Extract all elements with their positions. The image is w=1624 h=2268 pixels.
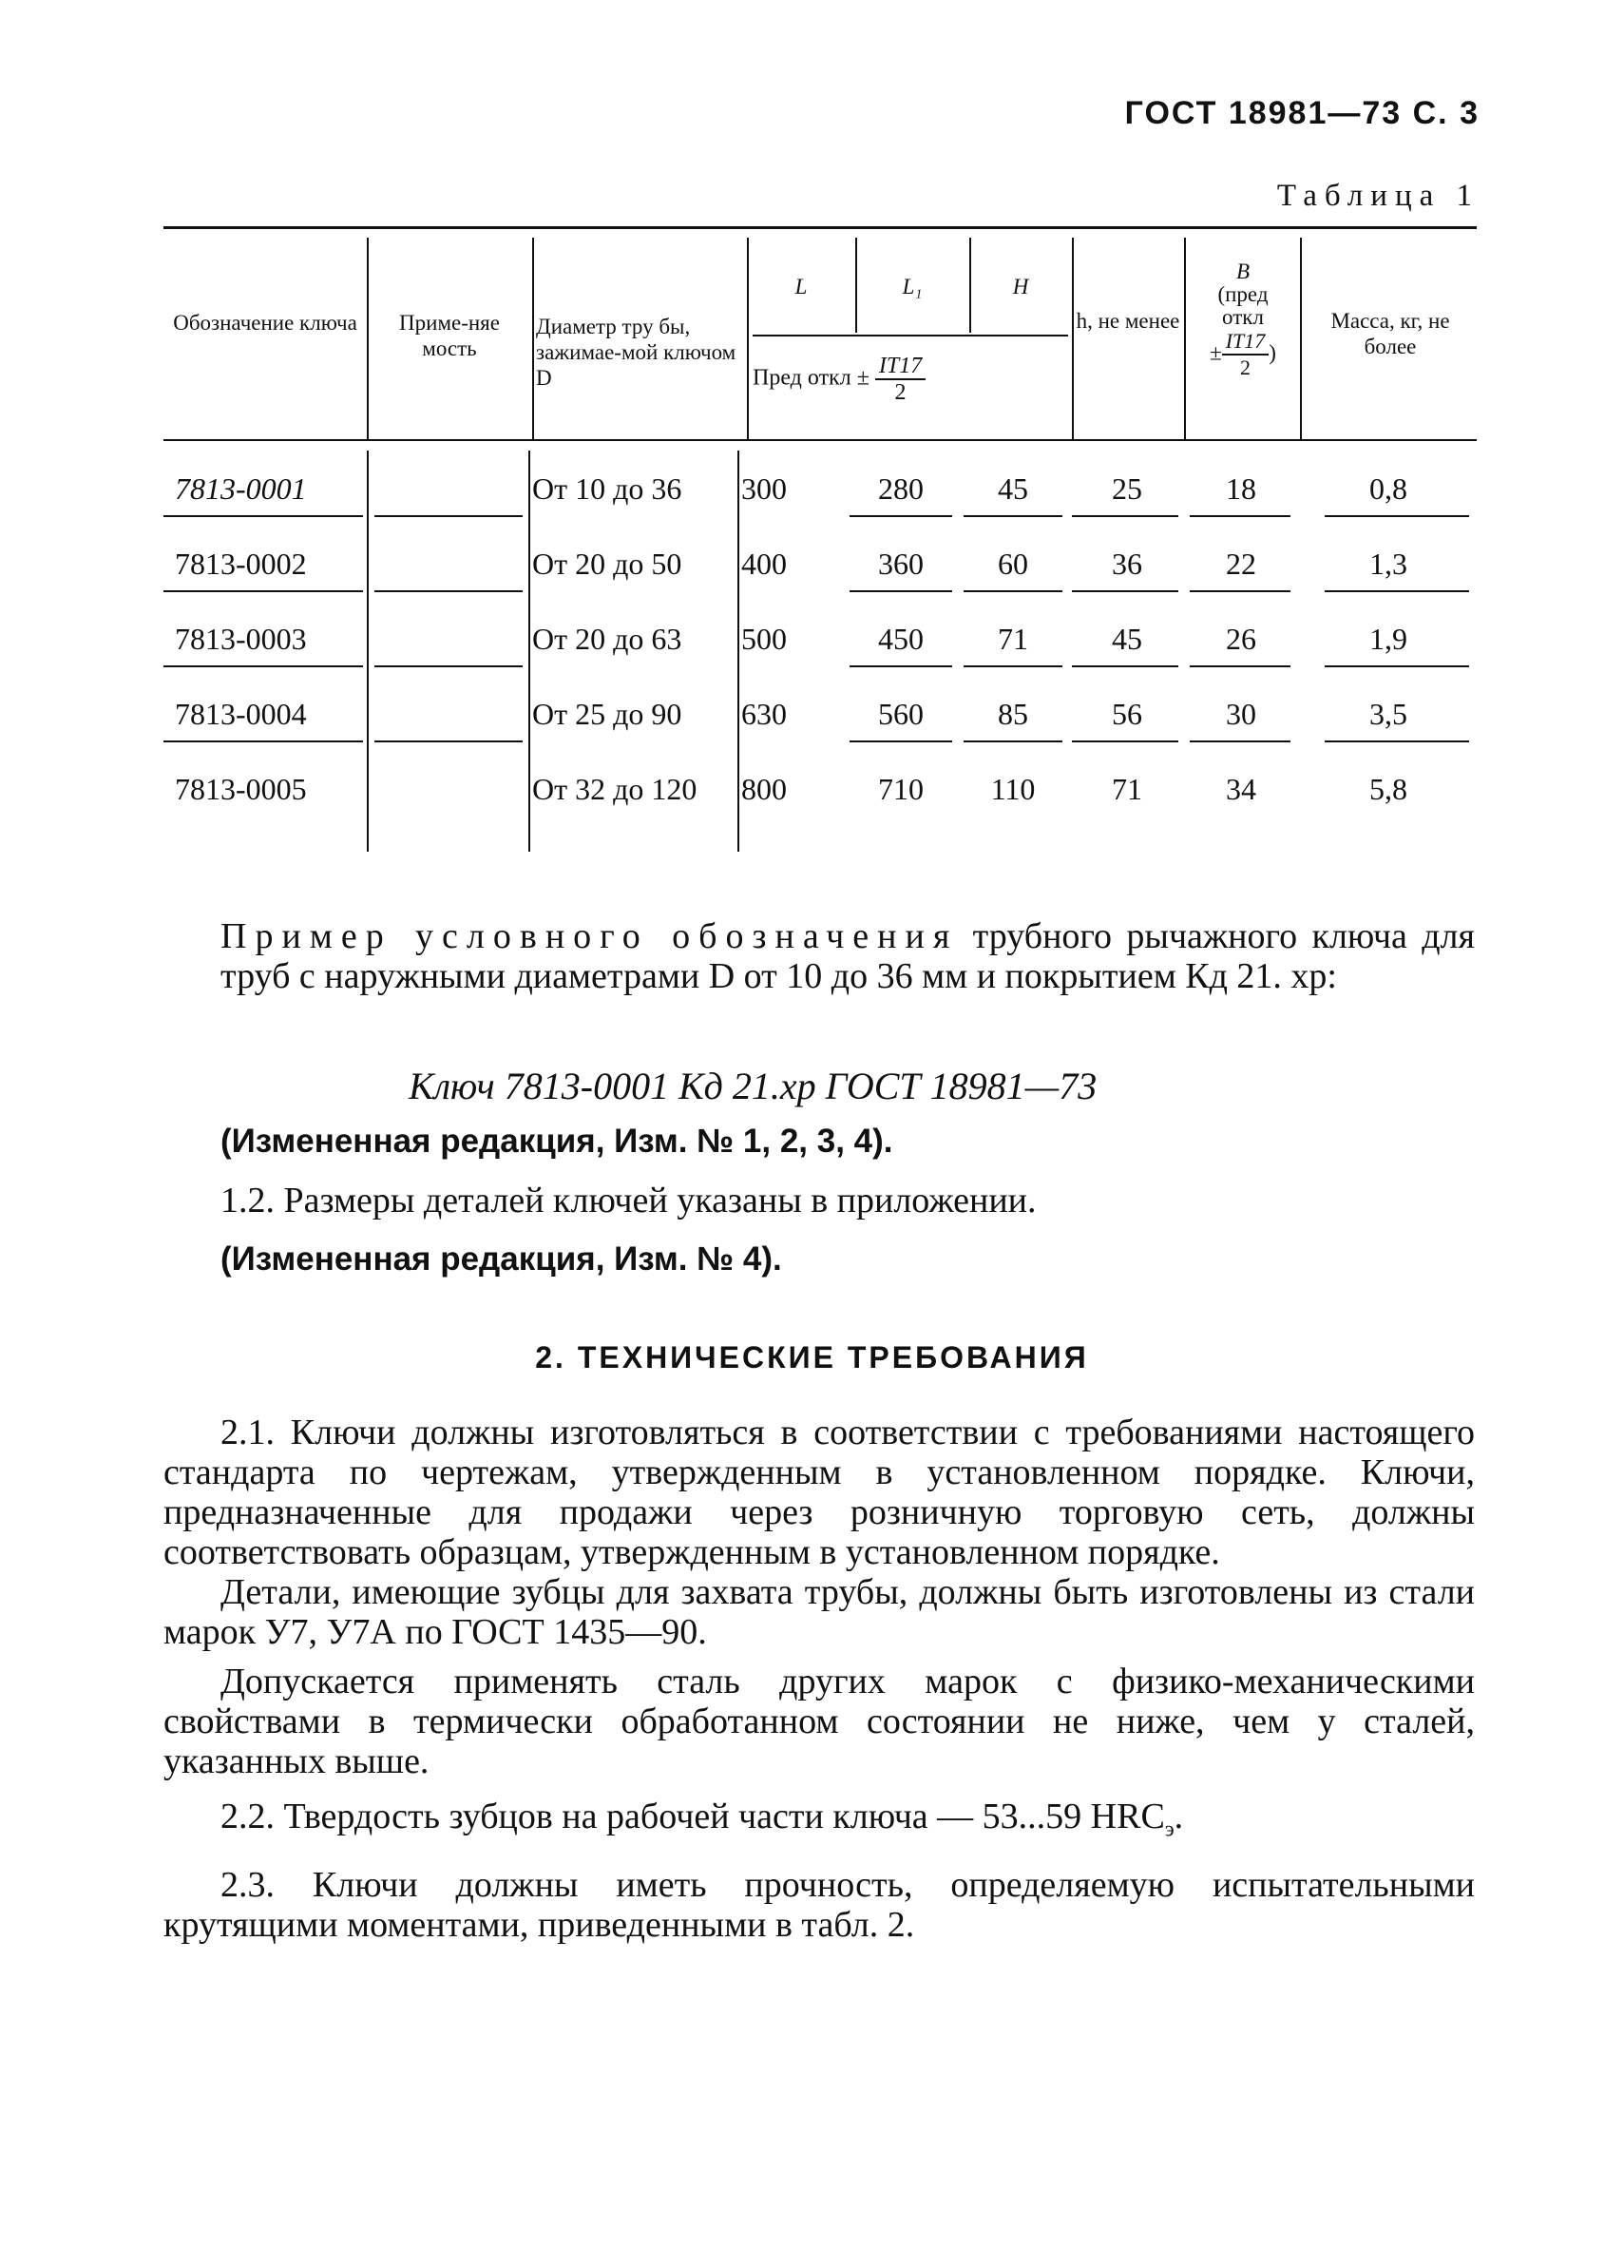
cell-underline bbox=[850, 665, 952, 667]
header-B-line3: откл bbox=[1222, 305, 1264, 329]
body-vline bbox=[737, 451, 739, 852]
cell-B: 22 bbox=[1226, 547, 1256, 581]
cell-B: 34 bbox=[1226, 772, 1256, 806]
cell-underline bbox=[374, 515, 523, 517]
cell-designation: 7813-0005 bbox=[175, 772, 307, 806]
cell-underline bbox=[1072, 665, 1178, 667]
tolerance-label: Пред откл ± bbox=[753, 365, 869, 391]
cell-B: 26 bbox=[1226, 622, 1256, 656]
cell-h: 56 bbox=[1112, 697, 1142, 731]
cell-underline bbox=[964, 665, 1062, 667]
header-B-line2: (пред bbox=[1217, 282, 1269, 306]
clause-2-3: 2.3. Ключи должны иметь прочность, определяемую испытательными крутящими моментами, приведенными в табл. 2. bbox=[163, 1865, 1475, 1945]
subheader-rule bbox=[753, 335, 1068, 336]
cell-L1: 710 bbox=[878, 772, 924, 806]
cell-H: 71 bbox=[998, 622, 1028, 656]
tolerance-den: 2 bbox=[894, 380, 907, 405]
cell-B: 18 bbox=[1226, 471, 1256, 506]
example-designation: Ключ 7813-0001 Кд 21.хр ГОСТ 18981—73 bbox=[409, 1065, 1098, 1107]
example-text: трубного рычажного ключа для труб с наружными диаметрами D от 10 до 36 мм и покрытием Кд 21. хр: bbox=[220, 916, 1475, 996]
cell-underline bbox=[1190, 515, 1290, 517]
hdr-vline bbox=[1072, 238, 1074, 439]
section-title: 2. ТЕХНИЧЕСКИЕ ТРЕБОВАНИЯ bbox=[535, 1340, 1089, 1374]
table-top-rule bbox=[163, 226, 1477, 229]
clause-2-1: 2.1. Ключи должны изготовляться в соответствии с требованиями настоящего стандарта по чертежам, утвержденным в установленном порядке. Ключи, предназначенные для продажи через розничную торговую сеть, должны соответствовать образцам, утвержденным в установленном порядке. bbox=[163, 1413, 1475, 1572]
cell-h: 25 bbox=[1112, 471, 1142, 506]
cell-L: 500 bbox=[741, 622, 787, 656]
cell-designation: 7813-0001 bbox=[175, 471, 307, 506]
cell-H: 110 bbox=[990, 772, 1036, 806]
amendment-note-2: (Измененная редакция, Изм. № 4). bbox=[220, 1240, 782, 1278]
cell-underline bbox=[850, 740, 952, 742]
cell-mass: 3,5 bbox=[1369, 697, 1407, 731]
cell-mass: 0,8 bbox=[1369, 471, 1407, 506]
example-lead: Пример условного обозначения bbox=[220, 916, 959, 956]
body-vline bbox=[528, 451, 530, 852]
cell-underline bbox=[163, 590, 363, 592]
cell-designation: 7813-0004 bbox=[175, 697, 307, 731]
clause-2-2-end: . bbox=[1174, 1797, 1184, 1836]
cell-diameter: От 32 до 120 bbox=[532, 772, 697, 806]
cell-L1: 450 bbox=[878, 622, 924, 656]
cell-underline bbox=[1325, 740, 1469, 742]
header-applicability: Приме-няе мость bbox=[399, 311, 500, 360]
header-L: L bbox=[794, 275, 808, 298]
header-L1: L₁ bbox=[902, 275, 923, 298]
header-mass: Масса, кг, не более bbox=[1330, 309, 1450, 358]
header-diameter: Диаметр тру бы, зажимае-мой ключом D bbox=[536, 315, 736, 390]
cell-underline bbox=[850, 515, 952, 517]
cell-underline bbox=[1325, 590, 1469, 592]
cell-underline bbox=[374, 740, 523, 742]
cell-underline bbox=[964, 515, 1062, 517]
cell-underline bbox=[1325, 665, 1469, 667]
cell-designation: 7813-0003 bbox=[175, 622, 307, 656]
header-tolerance bbox=[753, 354, 1066, 405]
header-B: B (пред откл ± $\frac{IT17}{2}$ ) bbox=[1210, 259, 1276, 379]
hdr-vline bbox=[367, 238, 369, 439]
document-header: ГОСТ 18981—73 С. 3 bbox=[1124, 95, 1480, 131]
cell-H: 60 bbox=[998, 547, 1028, 581]
dimensions-table bbox=[163, 226, 1477, 854]
cell-underline bbox=[1190, 740, 1290, 742]
cell-L: 630 bbox=[741, 697, 787, 731]
cell-H: 45 bbox=[998, 471, 1028, 506]
cell-designation: 7813-0002 bbox=[175, 547, 307, 581]
cell-L1: 280 bbox=[878, 471, 924, 506]
cell-underline bbox=[1190, 590, 1290, 592]
cell-L1: 360 bbox=[878, 547, 924, 581]
table-header-rule bbox=[163, 439, 1477, 441]
amendment-note-1: (Измененная редакция, Изм. № 1, 2, 3, 4). bbox=[220, 1123, 893, 1160]
cell-underline bbox=[1325, 515, 1469, 517]
tolerance-num: IT17 bbox=[875, 354, 926, 380]
cell-L: 400 bbox=[741, 547, 787, 581]
clause-2-1-c: Допускается применять сталь других марок с физико-механическими свойствами в термически обработанном состоянии не ниже, чем у сталей, указанных выше. bbox=[163, 1662, 1475, 1781]
cell-mass: 1,9 bbox=[1369, 622, 1407, 656]
cell-underline bbox=[374, 590, 523, 592]
cell-underline bbox=[1072, 740, 1178, 742]
cell-diameter: От 10 до 36 bbox=[532, 471, 682, 506]
cell-underline bbox=[850, 590, 952, 592]
cell-mass: 5,8 bbox=[1369, 772, 1407, 806]
cell-underline bbox=[1072, 590, 1178, 592]
cell-h: 36 bbox=[1112, 547, 1142, 581]
cell-diameter: От 25 до 90 bbox=[532, 697, 682, 731]
cell-h: 71 bbox=[1112, 772, 1142, 806]
cell-underline bbox=[163, 740, 363, 742]
cell-underline bbox=[374, 665, 523, 667]
cell-B: 30 bbox=[1226, 697, 1256, 731]
cell-diameter: От 20 до 63 bbox=[532, 622, 682, 656]
cell-h: 45 bbox=[1112, 622, 1142, 656]
header-B-num: IT17 bbox=[1222, 329, 1270, 356]
body-vline bbox=[367, 451, 369, 852]
example-paragraph bbox=[220, 916, 1475, 996]
cell-mass: 1,3 bbox=[1369, 547, 1407, 581]
hdr-vline bbox=[747, 238, 749, 439]
header-B-den: 2 bbox=[1239, 356, 1251, 379]
header-B-label: B bbox=[1235, 259, 1251, 283]
clause-2-1-b: Детали, имеющие зубцы для захвата трубы, должны быть изготовлены из стали марок У7, У7А по ГОСТ 1435—90. bbox=[163, 1572, 1475, 1652]
cell-underline bbox=[964, 590, 1062, 592]
table-caption: Таблица 1 bbox=[1276, 179, 1480, 213]
hdr-vline bbox=[1300, 238, 1302, 439]
cell-underline bbox=[1190, 665, 1290, 667]
cell-L: 300 bbox=[741, 471, 787, 506]
cell-H: 85 bbox=[998, 697, 1028, 731]
clause-2-2 bbox=[220, 1797, 1475, 1850]
header-H: H bbox=[1012, 275, 1029, 298]
cell-underline bbox=[163, 665, 363, 667]
clause-2-2-text: 2.2. Твердость зубцов на рабочей части ключа — 53...59 HRC bbox=[220, 1797, 1165, 1836]
clause-2-2-sub: э bbox=[1164, 1816, 1175, 1841]
cell-diameter: От 20 до 50 bbox=[532, 547, 682, 581]
hdr-vline bbox=[532, 238, 534, 439]
cell-underline bbox=[163, 515, 363, 517]
clause-1-2: 1.2. Размеры деталей ключей указаны в приложении. bbox=[220, 1181, 1037, 1220]
header-designation: Обозначение ключа bbox=[173, 311, 357, 335]
cell-underline bbox=[1072, 515, 1178, 517]
header-h: h, не менее bbox=[1076, 309, 1180, 333]
cell-L1: 560 bbox=[878, 697, 924, 731]
cell-underline bbox=[964, 740, 1062, 742]
cell-L: 800 bbox=[741, 772, 787, 806]
